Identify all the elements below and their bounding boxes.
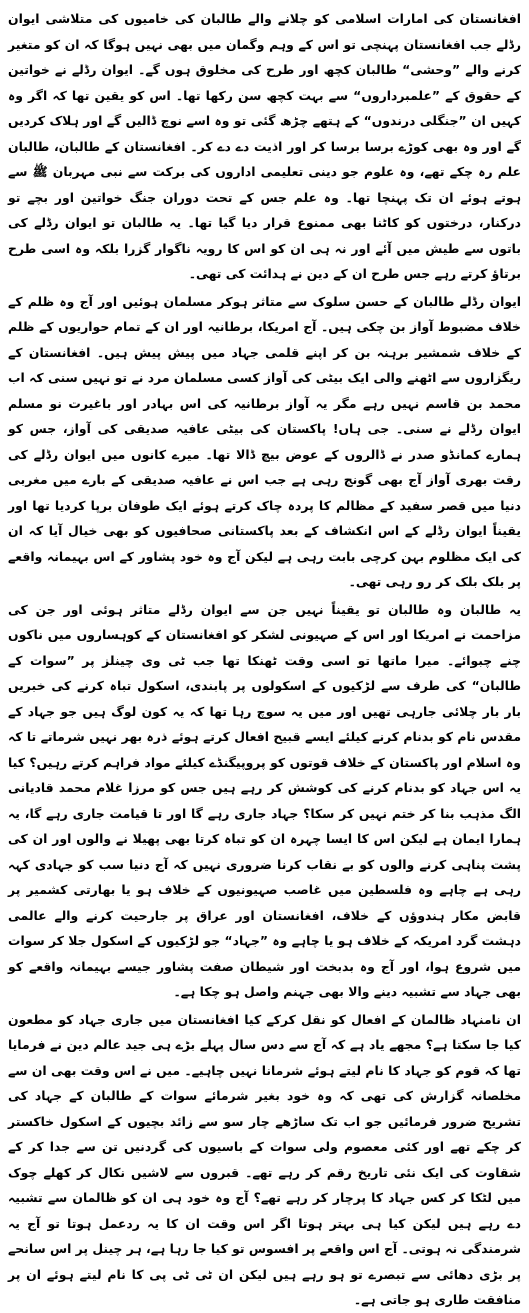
article-paragraph-3: یہ طالبان وہ طالبان تو یقیناً نہیں جن سے ایوان رڈلے متاثر ہوئی اور جن کی مزاحمت نے امریکا اور اس کے صہیونی لشکر کو افغانستان کے کوہساروں میں ناکوں چنے چبوائے۔ میرا ماتھا تو اسی وقت ٹھنکا تھا جب ٹی وی چینلز پر ”سوات کے طالبان“ کی طرف سے لڑکیوں کے اسکولوں پر پابندی، اسکول تباہ کرنے کی خبریں بار بار چلائی جارہی تھیں اور میں یہ سوچ رہا تھا کہ یہ کون لوگ ہیں جو جہاد کے مقدس نام کو بدنام کرنے کیلئے ایسے قبیح افعال کرتے ہوئے ذرہ بھر نہیں شرماتے تا کہ وہ اسلام اور پاکستان کے خلاف قوتوں کو پروپیگنڈے کیلئے مواد فراہم کرتے رہیں؟ کیا یہ اس جہاد کو بدنام کرنے کی کوشش کر رہے ہیں جس کو مرزا غلام محمد قادیانی الگ مذہب بنا کر ختم نہیں کر سکا؟ جہاد جاری رہے گا اور تا قیامت جاری رہے گا، یہ ہمارا ایمان ہے لیکن اس کا ایسا چہرہ ان کو تباہ کرتا بھی پھیلا نے والوں اور ان کی پشت پناہی کرنے والوں کو بے نقاب کرنا ضروری نہیں کہ آج دنیا سب کو جہادی کہہ رہی ہے چاہے وہ فلسطین میں غاصب صہیونیوں کے خلاف ہو یا بھارتی کشمیر پر قابض مکار ہندوؤں کے خلاف، افغانستان اور عراق پر جارحیت کرنے والے عالمی دہشت گرد امریکہ کے خلاف ہو یا چاہے وہ ”جہاد“ جو لڑکیوں کے اسکول جلا کر سوات میں شروع ہوا، اور آج وہ بدبخت اور شیطان صفت پشاور جیسے بہیمانہ واقعے کو بھی جہاد سے تشبیہ دینے والا بھی جہنم واصل ہو چکا ہے۔ — [8, 601, 521, 999]
article-paragraph-4: ان نامنہاد ظالمان کے افعال کو نقل کرکے کیا افغانستان میں جاری جہاد کو مطعون کیا جا سکتا ہے؟ مجھے یاد ہے کہ آج سے دس سال پہلے بڑے ہی جید عالم دین نے فرمایا تھا کہ قوم کو جہاد کا نام لیتے ہوئے شرمانا نہیں چاہیے۔ میں نے اس وقت بھی ان سے مخلصانہ گزارش کی تھی کہ وہ خود بغیر شرمائے سوات کے طالبان کے جہاد کی تشریح ضرور فرمائیں جو اب تک ساڑھے چار سو سے زائد بچیوں کے اسکول خاکستر کر چکے تھے اور کئی معصوم ولی سوات کے باسیوں کی گردنیں تن سے جدا کر کے شقاوت کی ایک نئی تاریخ رقم کر رہے تھے۔ قبروں سے لاشیں نکال کر کھلے چوک میں لٹکا کر کس جہاد کا پرچار کر رہے تھے؟ آج وہ خود ہی ان کو ظالمان سے تشبیہ دے رہے ہیں لیکن کیا ہی بہتر ہوتا اگر اس وقت ان کا یہ ردعمل ہوتا تو آج یہ شرمندگی نہ ہوتی۔ آج اس واقعے پر افسوس تو کیا جا رہا ہے، ہر چینل پر اس سانحے پر بڑی دھائی سے تبصرے تو ہو رہے ہیں لیکن ان ٹی ٹی پی کا نام لیتے ہوئے ان پر منافقت طاری ہو جاتی ہے۔ — [8, 1011, 521, 1307]
article-paragraph-1: افغانستان کی امارات اسلامی کو چلانے والے طالبان کی خامیوں کی متلاشی ایوان رڈلے جب افغانستان پہنچی تو اس کے وہم وگمان میں بھی نہیں ہوگا کہ ان کو متغیر کرنے والے ”وحشی“ طالبان کچھ اور طرح کی مخلوق ہوں گے۔ ایوان رڈلے نے خواتین کے حقوق کے ”علمبرداروں“ سے بہت کچھ سن رکھا تھا۔ اس کو یقین تھا کہ اگر وہ کہیں ان ”جنگلی درندوں“ کے ہتھے چڑھ گئی تو وہ اسے نوچ ڈالیں گے اور ہلاک کردیں گے اور وہ بھی کوڑے برسا برسا کر اور اذیت دے دے کر۔ افغانستان کے طالبان، طالبان علم رہ چکے تھے، وہ علوم جو دینی تعلیمی اداروں کی برکت سے نبی مہربان ﷺ سے ہوتے ہوئے ان تک پہنچا تھا۔ وہ علم جس کے تحت دوران جنگ خواتین اور بچے تو درکنار، درختوں کو کاٹنا بھی ممنوع قرار دیا گیا تھا۔ یہ طالبان تو ایوان رڈلے کی باتوں سے طیش میں آئے اور نہ ہی ان کو اس کا رویہ ناگوار گزرا بلکہ وہ اسی طرح برتاؤ کرتے رہے جس طرح ان کے دین نے ہدائت کی تھی۔ — [8, 11, 521, 281]
article-paragraph-2: ایوان رڈلے طالبان کے حسن سلوک سے متاثر ہوکر مسلمان ہوئیں اور آج وہ ظلم کے خلاف مضبوط آواز بن چکی ہیں۔ آج امریکا، برطانیہ اور ان کے تمام حواریوں کے ظلم کے خلاف شمشیر برہنہ بن کر اپنے قلمی جہاد میں پیش پیش ہیں۔ افغانستان کے ریگزاروں سے اٹھنے والی ایک بیٹی کی آواز کسی مسلمان مرد نے تو نہیں سنی کہ اب محمد بن قاسم نہیں رہے مگر یہ آواز برطانیہ کی اس بہادر اور باغیرت نو مسلم ایوان رڈلے نے سنی۔ جی ہاں! پاکستان کی بیٹی عافیہ صدیقی کی آواز، جس کو ہمارے کمانڈو صدر نے ڈالروں کے عوض بیچ ڈالا تھا۔ میرے کانوں میں ایوان رڈلے کی رقت بھری آواز آج بھی گونج رہی ہے جب اس نے عافیہ صدیقی کے بارے میں مغربی دنیا میں قصر سفید کے مظالم کا پردہ چاک کرتے ہوئے ایک طوفان برپا کردیا تھا اور یقیناً ایوان رڈلے کے اس انکشاف کے بعد پاکستانی صحافیوں کو بھی خیال آیا کہ ان کی ایک مظلوم بہن کرچی بابت رہی ہے لیکن آج وہ خود پشاور کے اس بہیمانہ واقعے پر بلک بلک کر رو رہی تھی۔ — [8, 293, 521, 589]
